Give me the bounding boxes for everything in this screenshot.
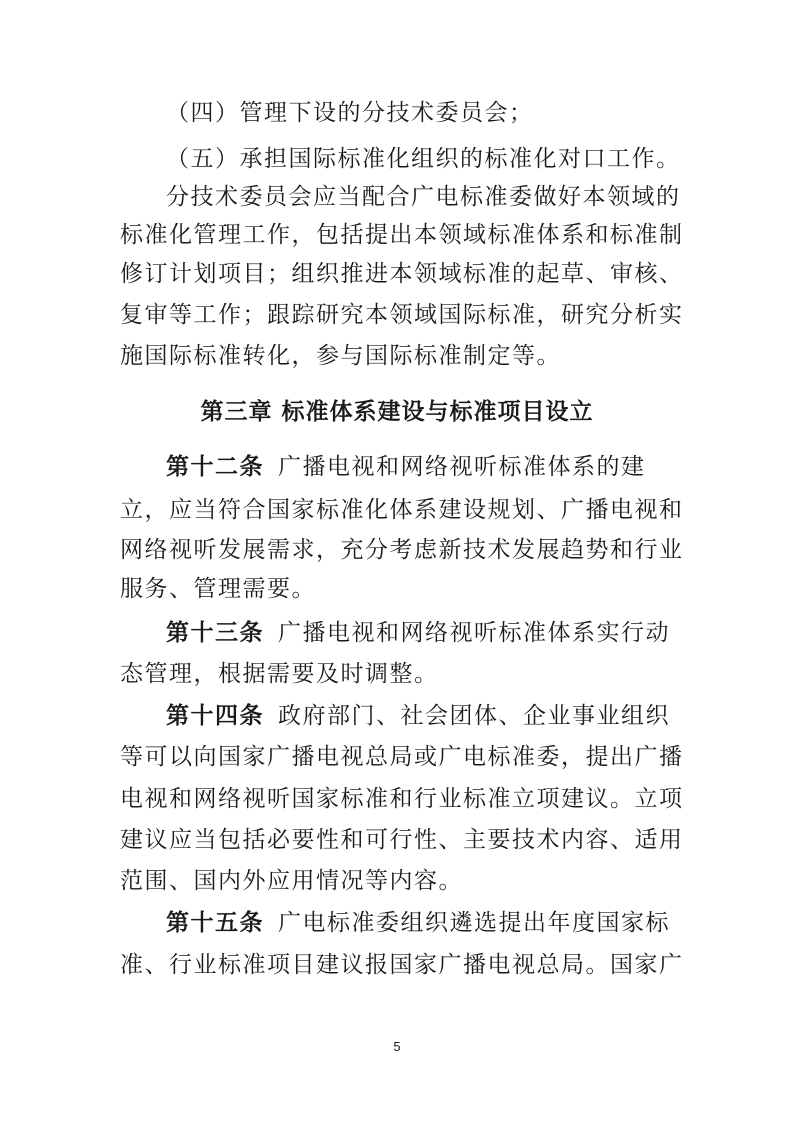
article-13-first-line [166,618,726,648]
article-14-label: 第十四条 [166,702,264,729]
paragraph-line: 准、行业标准项目建议报国家广播电视总局。国家广 [120,952,684,978]
article-15-label: 第十五条 [166,909,264,936]
paragraph-line: 施国际标准转化，参与国际标准制定等。 [120,343,561,369]
chapter-heading: 第三章 标准体系建设与标准项目设立 [200,398,594,425]
article-13-label: 第十三条 [166,619,264,646]
article-12-first-line [166,452,726,482]
paragraph-line: 等可以向国家广播电视总局或广电标准委，提出广播 [120,744,684,770]
list-item-4: （四）管理下设的分技术委员会； [166,100,534,126]
paragraph-line: 范围、国内外应用情况等内容。 [120,868,463,894]
paragraph-line: 电视和网络视听国家标准和行业标准立项建议。立项 [120,786,684,812]
paragraph-line: 复审等工作；跟踪研究本领域国际标准，研究分析实 [120,302,684,328]
paragraph-line: 网络视听发展需求，充分考虑新技术发展趋势和行业 [120,537,684,563]
paragraph-line: 建议应当包括必要性和可行性、主要技术内容、适用 [120,827,684,853]
paragraph-line: 态管理，根据需要及时调整。 [120,661,439,687]
article-15-first-line [166,908,726,938]
paragraph-line: 修订计划项目；组织推进本领域标准的起草、审核、 [120,261,684,287]
paragraph-line: 分技术委员会应当配合广电标准委做好本领域的 [166,184,681,210]
article-13-text: 广播电视和网络视听标准体系实行动 [278,620,670,646]
paragraph-line: 立，应当符合国家标准化体系建设规划、广播电视和 [120,497,684,523]
article-14-first-line [166,701,726,731]
article-14-text: 政府部门、社会团体、企业事业组织 [278,703,670,729]
paragraph-line: 服务、管理需要。 [120,576,316,602]
paragraph-line: 标准化管理工作，包括提出本领域标准体系和标准制 [120,222,684,248]
article-12-label: 第十二条 [166,453,264,480]
list-item-5: （五）承担国际标准化组织的标准化对口工作。 [166,146,681,172]
article-12-text: 广播电视和网络视听标准体系的建 [278,454,646,480]
page-number: 5 [393,1039,401,1054]
article-15-text: 广电标准委组织遴选提出年度国家标 [278,910,670,936]
